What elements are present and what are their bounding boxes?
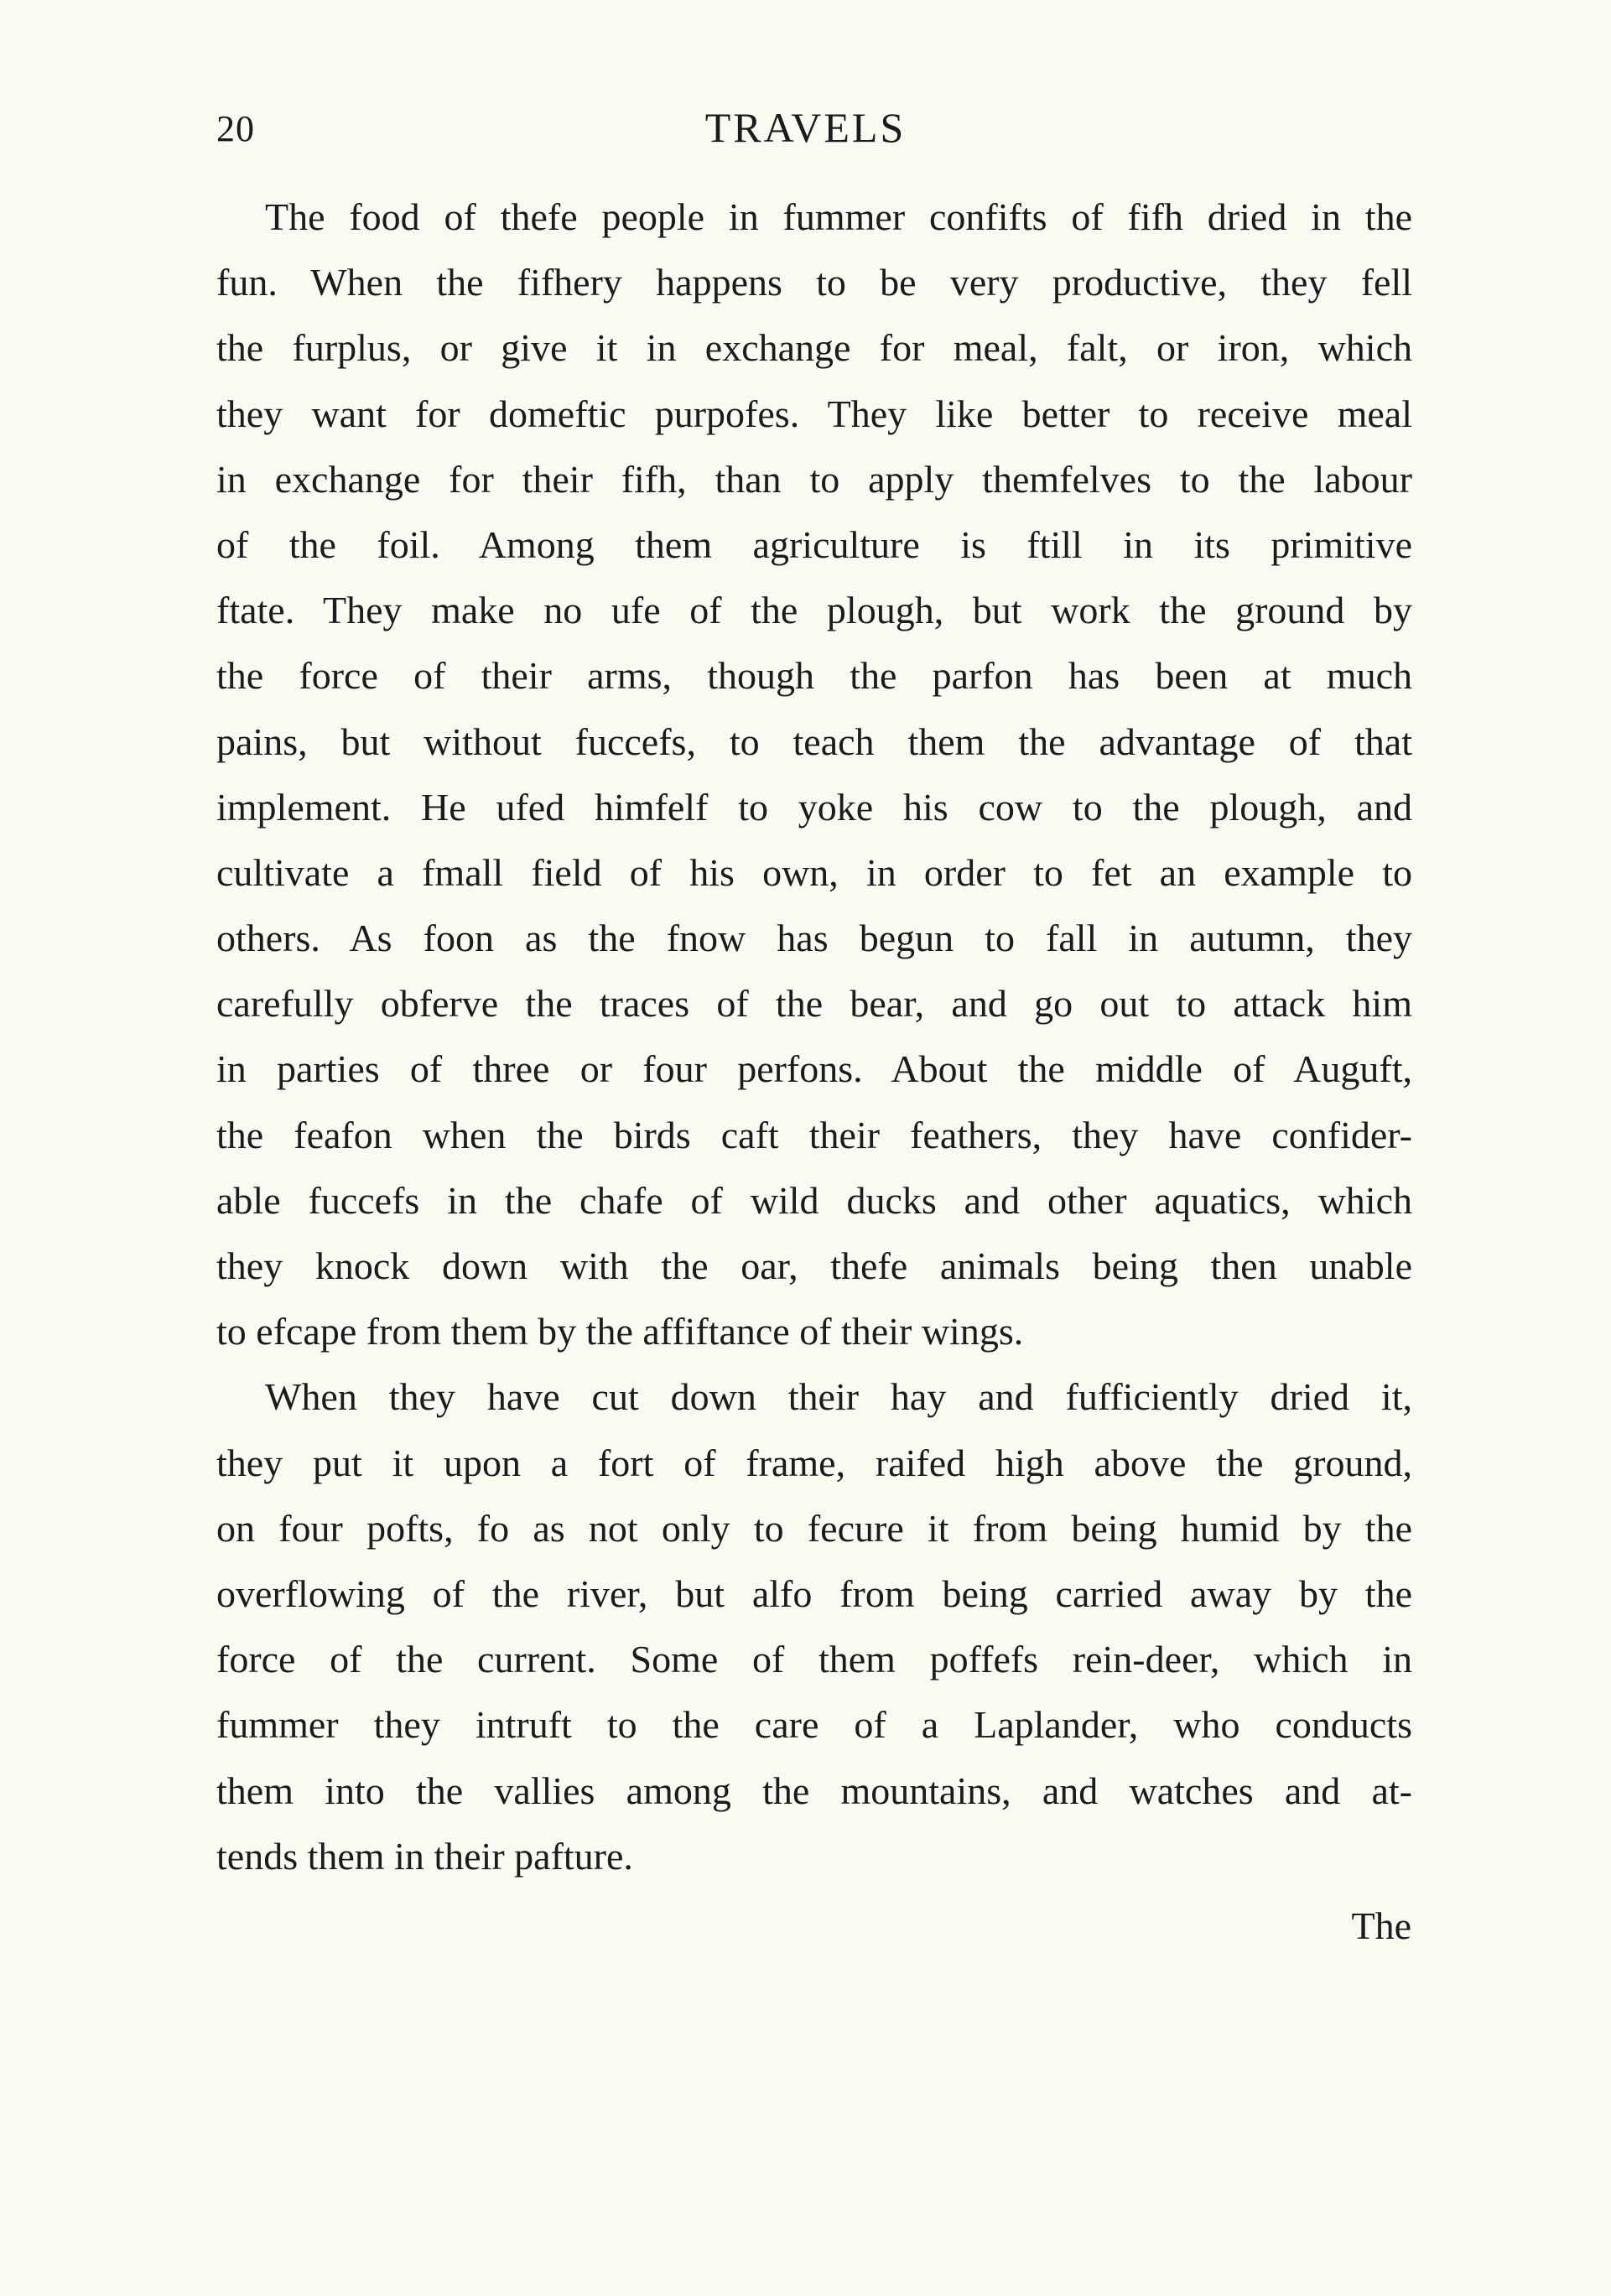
text-line: others. As foon as the fnow has begun to fall in autumn, they (216, 917, 1412, 960)
text-line: When they have cut down their hay and fufficiently dried it, (265, 1375, 1412, 1419)
text-line: force of the current. Some of them poffefs rein-deer, which in (216, 1638, 1412, 1681)
text-line: the furplus, or give it in exchange for meal, falt, or iron, which (216, 326, 1412, 370)
text-line: the feafon when the birds caft their feathers, they have confider- (216, 1113, 1412, 1156)
text-line: implement. He ufed himfelf to yoke his cow to the plough, and (216, 785, 1412, 829)
text-line: to efcape from them by the affiftance of their wings. (216, 1310, 1024, 1353)
text-line: they knock down with the oar, thefe animals being then unable (216, 1244, 1412, 1287)
text-line: cultivate a fmall field of his own, in order to fet an example to (216, 850, 1412, 894)
page-number: 20 (216, 108, 255, 149)
text-line: ftate. They make no ufe of the plough, but work the ground by (216, 589, 1412, 632)
text-line: fun. When the fifhery happens to be very productive, they fell (216, 261, 1412, 304)
text-line: tends them in their pafture. (216, 1834, 633, 1878)
text-line: in parties of three or four perfons. About the middle of Auguft, (216, 1047, 1412, 1091)
running-head: TRAVELS (704, 104, 907, 151)
text-line: of the foil. Among them agriculture is ftill in its primitive (216, 522, 1412, 566)
text-line: in exchange for their fifh, than to apply themfelves to the labour (216, 457, 1412, 501)
body-text (216, 184, 1412, 1889)
text-line: carefully obferve the traces of the bear, and go out to attack him (216, 982, 1412, 1026)
text-line: the force of their arms, though the parfon has been at much (216, 654, 1412, 698)
text-line: they put it upon a fort of frame, raifed high above the ground, (216, 1441, 1412, 1484)
catchword: The (1351, 1904, 1411, 1947)
text-line: The food of thefe people in fummer confifts of fifh dried in the (265, 195, 1412, 238)
text-line: they want for domeftic purpofes. They like better to receive meal (216, 392, 1412, 435)
text-line: them into the vallies among the mountains, and watches and at- (216, 1769, 1412, 1812)
text-line: pains, but without fuccefs, to teach them the advantage of that (216, 719, 1412, 763)
text-line: overflowing of the river, but alfo from being carried away by the (216, 1571, 1412, 1615)
text-line: on four pofts, fo as not only to fecure it from being humid by the (216, 1506, 1412, 1550)
text-line: fummer they intruft to the care of a Laplander, who conducts (216, 1703, 1412, 1747)
text-line: able fuccefs in the chafe of wild ducks and other aquatics, which (216, 1178, 1412, 1222)
